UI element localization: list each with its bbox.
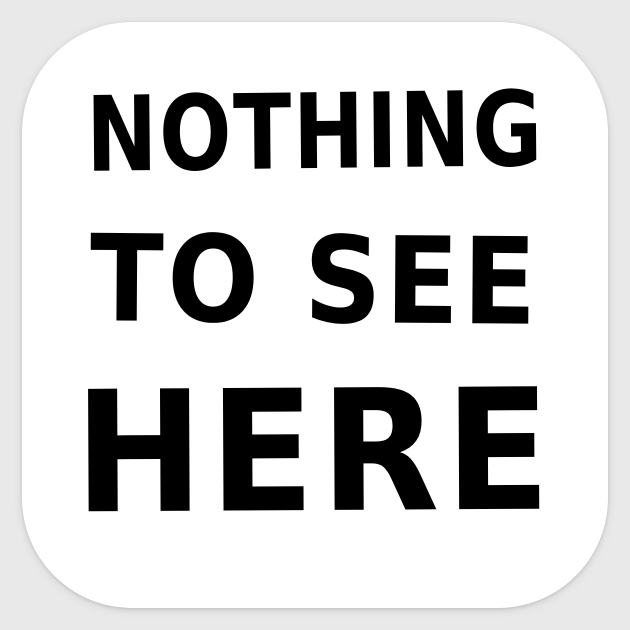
sticker-line-to-see: TO SEE bbox=[89, 210, 541, 353]
sticker-line-here: HERE bbox=[73, 352, 557, 552]
sticker-line-nothing: NOTHING bbox=[85, 68, 545, 196]
